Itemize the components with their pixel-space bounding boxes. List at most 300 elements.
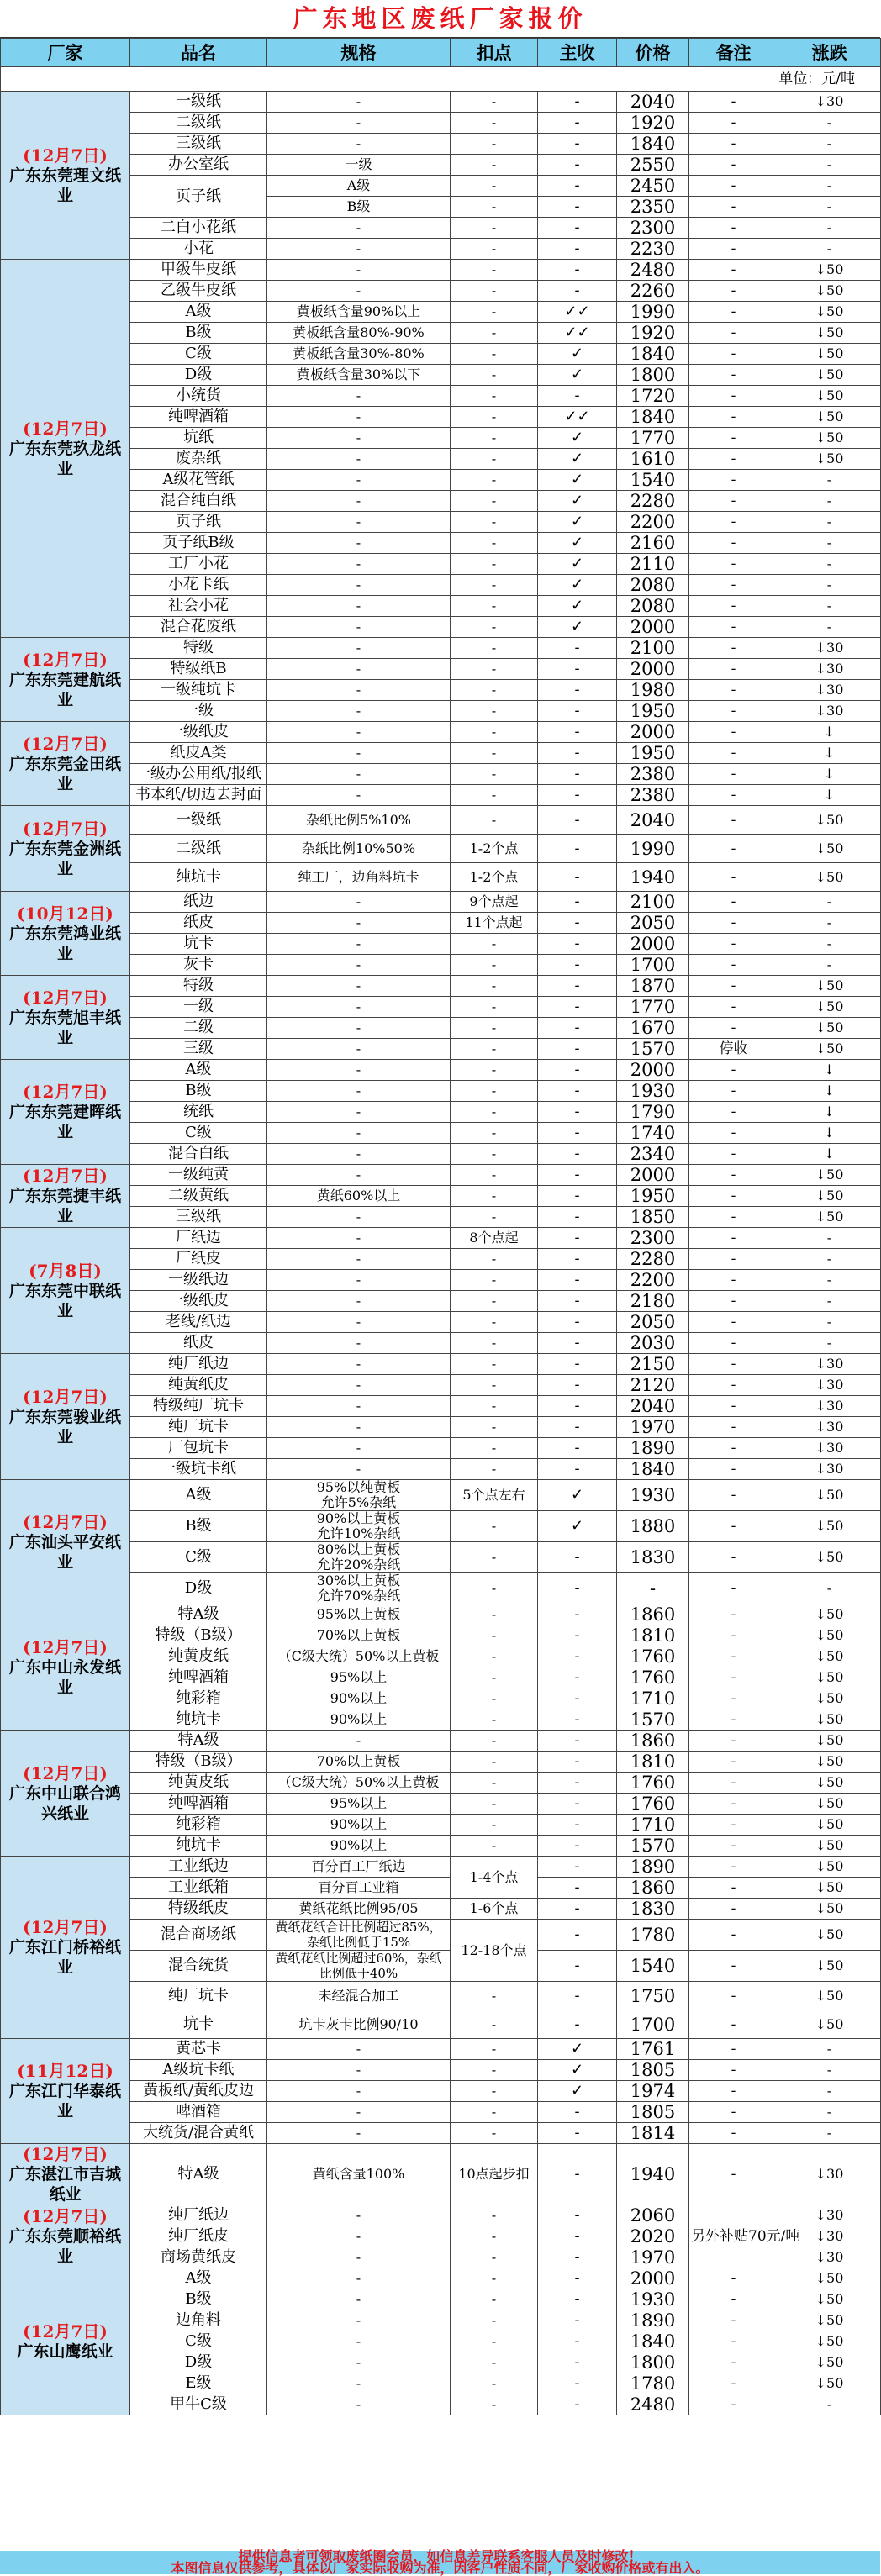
price-cell: 1610 [617,449,689,470]
change-cell: - [778,554,881,575]
spec-cell: 坑卡灰卡比例90/10 [267,2010,451,2039]
remark-cell: - [689,155,778,176]
remark-cell: - [689,1604,778,1625]
price-cell: 1930 [617,1081,689,1102]
table-row [1,134,881,155]
table-row [1,785,881,806]
product-name: 坑卡 [130,934,267,955]
main-check-cell: - [538,1951,617,1982]
main-check-cell: - [538,955,617,976]
spec-cell: - [267,2331,451,2352]
main-check-cell: - [538,1018,617,1039]
deduction-cell: - [451,1354,538,1375]
change-cell: ↓30 [778,1354,881,1375]
deduction-cell: - [451,1752,538,1773]
spec-cell: - [267,2205,451,2226]
deduction-cell: - [451,533,538,554]
product-name: 混合商场纸 [130,1920,267,1951]
table-row [1,701,881,722]
change-cell: ↓50 [778,1794,881,1815]
price-cell: 1940 [617,2144,689,2205]
deduction-cell: 10点起步扣 [451,2144,538,2205]
price-cell: 1830 [617,1542,689,1573]
remark-cell: - [689,239,778,260]
deduction-cell: - [451,155,538,176]
product-name: B级 [130,1511,267,1542]
remark-cell: - [689,892,778,913]
main-check-cell: - [538,1542,617,1573]
spec-cell: - [267,1396,451,1417]
remark-cell: - [689,1951,778,1982]
table-row [1,976,881,997]
factory-name: 广东东莞理文纸业 [8,166,121,205]
price-cell: 1810 [617,1625,689,1646]
main-check-cell: - [538,2123,617,2144]
remark-cell: - [689,863,778,892]
product-name: B级 [130,1081,267,1102]
price-cell: 2480 [617,260,689,281]
main-check-cell: - [538,1857,617,1878]
table-row [1,2144,881,2205]
main-check-cell: ✓ [538,512,617,533]
main-check-cell: - [538,260,617,281]
main-check-cell: - [538,1688,617,1709]
deduction-cell: - [451,2039,538,2060]
main-check-cell: - [538,1667,617,1688]
price-cell: 2000 [617,1060,689,1081]
remark-cell: - [689,1081,778,1102]
product-name: 一级办公用纸/报纸 [130,764,267,785]
deduction-cell: - [451,344,538,365]
change-cell: ↓50 [778,323,881,344]
factory-name: 广东东莞鸿业纸业 [8,924,121,963]
deduction-cell: - [451,1018,538,1039]
spec-cell: - [267,785,451,806]
change-cell: ↓50 [778,2010,881,2039]
table-row [1,2310,881,2331]
deduction-cell: - [451,218,538,239]
spec-cell: 黄板纸含量90%以上 [267,302,451,323]
main-check-cell: - [538,701,617,722]
deduction-cell: - [451,1375,538,1396]
remark-cell: - [689,1511,778,1542]
price-cell: 2000 [617,2268,689,2289]
table-row [1,1573,881,1604]
product-name: 二级纸 [130,113,267,134]
product-name: 小花 [130,239,267,260]
main-check-cell: - [538,1039,617,1060]
table-row [1,1794,881,1815]
header-remark: 备注 [689,39,778,67]
spec-cell: 80%以上黄板 允许20%杂纸 [267,1542,451,1573]
spec-cell: - [267,764,451,785]
factory-name: 广东东莞金洲纸业 [8,839,121,878]
deduction-cell: - [451,1102,538,1123]
table-row [1,2268,881,2289]
price-cell: 1760 [617,1773,689,1794]
main-check-cell: - [538,2331,617,2352]
remark-cell: - [689,1186,778,1207]
change-cell: ↓ [778,722,881,743]
remark-cell: - [689,512,778,533]
deduction-cell: 1-2个点 [451,835,538,863]
spec-cell: - [267,92,451,113]
price-cell: 1970 [617,2247,689,2268]
remark-cell: - [689,835,778,863]
remark-cell: - [689,1625,778,1646]
product-name: 三级 [130,1039,267,1060]
main-check-cell: - [538,2144,617,2205]
spec-cell: - [267,659,451,680]
spec-cell: - [267,281,451,302]
product-name: 纯黄纸皮 [130,1375,267,1396]
remark-cell: - [689,554,778,575]
deduction-cell: - [451,407,538,428]
table-row [1,1417,881,1438]
change-cell: ↓50 [778,344,881,365]
change-cell: ↓50 [778,1982,881,2010]
deduction-cell: - [451,386,538,407]
table-row [1,2394,881,2415]
product-name: A级 [130,1060,267,1081]
spec-cell: - [267,1039,451,1060]
factory-name: 广东东莞建航纸业 [8,670,121,709]
remark-cell: - [689,764,778,785]
remark-cell: - [689,2039,778,2060]
change-cell: ↓50 [778,2268,881,2289]
product-name: 混合统货 [130,1951,267,1982]
factory-name: 广东中山永发纸业 [8,1657,121,1697]
change-cell: ↓50 [778,1646,881,1667]
price-cell: 1840 [617,407,689,428]
price-cell: 2550 [617,155,689,176]
price-cell: 2080 [617,575,689,596]
table-row [1,554,881,575]
deduction-cell: - [451,365,538,386]
change-cell: ↓50 [778,1207,881,1228]
remark-cell: - [689,976,778,997]
price-cell: 2280 [617,1249,689,1270]
product-name: 甲牛C级 [130,2394,267,2415]
price-cell: 2040 [617,806,689,835]
change-cell: ↓30 [778,2144,881,2205]
table-row [1,1920,881,1951]
factory-date: (12月7日) [23,1917,108,1937]
price-cell: 1974 [617,2081,689,2102]
main-check-cell: - [538,1899,617,1920]
table-row [1,155,881,176]
product-name: 特级 [130,976,267,997]
deduction-cell: - [451,2081,538,2102]
deduction-cell: 5个点左右 [451,1480,538,1511]
price-cell: 1890 [617,2310,689,2331]
header-spec: 规格 [267,39,451,67]
remark-cell: - [689,1857,778,1878]
price-cell: 1670 [617,1018,689,1039]
price-cell: 2280 [617,491,689,512]
spec-cell: - [267,934,451,955]
table-row [1,2352,881,2373]
deduction-cell: - [451,1438,538,1459]
product-name: 纯黄皮纸 [130,1773,267,1794]
table-row [1,407,881,428]
product-name: 乙级牛皮纸 [130,281,267,302]
spec-cell: 百分百工业箱 [267,1878,451,1899]
change-cell: ↓50 [778,281,881,302]
factory-cell [1,1354,130,1480]
product-name: 工厂小花 [130,554,267,575]
spec-cell: - [267,407,451,428]
price-cell: 2120 [617,1375,689,1396]
remark-cell: - [689,1752,778,1773]
table-row [1,835,881,863]
remark-cell: - [689,934,778,955]
factory-date: (12月7日) [23,733,108,754]
main-check-cell: - [538,239,617,260]
remark-cell: - [689,1291,778,1312]
remark-cell: - [689,680,778,701]
change-cell: ↓30 [778,92,881,113]
remark-cell: - [689,1144,778,1165]
factory-name: 广东东莞旭丰纸业 [8,1008,121,1047]
remark-cell: - [689,1920,778,1951]
change-cell: ↓30 [778,1438,881,1459]
main-check-cell: - [538,1773,617,1794]
remark-cell: - [689,218,778,239]
deduction-cell: - [451,1459,538,1480]
remark-cell: - [689,2010,778,2039]
product-name: 商场黄纸皮 [130,2247,267,2268]
product-name: 页子纸B级 [130,533,267,554]
change-cell: - [778,134,881,155]
deduction-cell: - [451,1604,538,1625]
deduction-cell: - [451,764,538,785]
factory-date: (12月7日) [23,1511,108,1532]
remark-cell: - [689,2268,778,2289]
main-check-cell: - [538,1333,617,1354]
table-row [1,1625,881,1646]
change-cell: ↓30 [778,1459,881,1480]
deduction-cell: - [451,2102,538,2123]
factory-date: (12月7日) [23,418,108,439]
deduction-cell: - [451,1165,538,1186]
product-name: 废杂纸 [130,449,267,470]
factory-date: (12月7日) [23,2206,108,2226]
deduction-cell: 9个点起 [451,892,538,913]
spec-cell: - [267,722,451,743]
remark-cell: - [689,1018,778,1039]
page-title: 广东地区废纸厂家报价 [0,0,880,38]
table-row [1,913,881,934]
remark-cell: - [689,2331,778,2352]
price-cell: 1760 [617,1794,689,1815]
deduction-cell: - [451,1312,538,1333]
spec-cell: - [267,2268,451,2289]
product-name: 工业纸箱 [130,1878,267,1899]
table-row [1,997,881,1018]
product-name: 纸皮 [130,913,267,934]
remark-cell: - [689,1878,778,1899]
spec-cell: 黄纸花纸合计比例超过85%，杂纸比例低于15% [267,1920,451,1951]
product-name: 特级 [130,638,267,659]
header-product: 品名 [130,39,267,67]
table-row [1,491,881,512]
factory-cell [1,1731,130,1857]
deduction-cell: - [451,1815,538,1836]
deduction-cell: - [451,134,538,155]
main-check-cell: - [538,2289,617,2310]
price-cell: 1870 [617,976,689,997]
price-cell: 1970 [617,1417,689,1438]
remark-cell: - [689,1438,778,1459]
price-cell: 1950 [617,743,689,764]
deduction-cell: - [451,1511,538,1542]
spec-cell: 纯工厂，边角料坑卡 [267,863,451,892]
price-cell: 2000 [617,934,689,955]
product-name: 纯厂纸皮 [130,2226,267,2247]
price-cell: 2480 [617,2394,689,2415]
factory-date: (12月7日) [23,2321,108,2342]
price-cell: 1800 [617,365,689,386]
product-name: 二白小花纸 [130,218,267,239]
product-name: 特级（B级） [130,1752,267,1773]
change-cell: ↓50 [778,1731,881,1752]
table-row [1,1709,881,1731]
factory-name: 广东东莞骏业纸业 [8,1407,121,1446]
spec-cell: - [267,1081,451,1102]
remark-cell: - [689,113,778,134]
price-cell: 2100 [617,638,689,659]
factory-cell [1,2268,130,2415]
remark-cell: - [689,2144,778,2205]
product-name: D级 [130,2352,267,2373]
change-cell: - [778,176,881,197]
table-row [1,1815,881,1836]
change-cell: ↓ [778,785,881,806]
change-cell: ↓50 [778,2310,881,2331]
product-name: 厂纸皮 [130,1249,267,1270]
spec-cell: 70%以上黄板 [267,1752,451,1773]
remark-cell: - [689,1815,778,1836]
product-name: 灰卡 [130,955,267,976]
remark-cell: - [689,1228,778,1249]
spec-cell: - [267,554,451,575]
remark-cell: - [689,722,778,743]
remark-cell: - [689,1709,778,1731]
main-check-cell: - [538,2352,617,2373]
product-name: 一级纯黄 [130,1165,267,1186]
table-row [1,2060,881,2081]
deduction-cell: - [451,1625,538,1646]
table-row [1,1018,881,1039]
spec-cell: （C级大统）50%以上黄板 [267,1773,451,1794]
table-row [1,1982,881,2010]
change-cell: ↓50 [778,1018,881,1039]
price-cell: 1940 [617,863,689,892]
table-row [1,1228,881,1249]
factory-date: (12月7日) [23,1386,108,1407]
deduction-cell: - [451,1291,538,1312]
table-row [1,260,881,281]
main-check-cell: - [538,1920,617,1951]
table-row [1,680,881,701]
product-name: 纯厂纸边 [130,2205,267,2226]
main-check-cell: - [538,892,617,913]
change-cell: ↓50 [778,1667,881,1688]
main-check-cell: - [538,1709,617,1731]
change-cell: ↓ [778,1102,881,1123]
spec-cell: - [267,976,451,997]
price-cell: 1770 [617,997,689,1018]
main-check-cell: - [538,1573,617,1604]
remark-cell: - [689,596,778,617]
product-name: 一级纸 [130,92,267,113]
table-row [1,575,881,596]
table-row [1,596,881,617]
main-check-cell: - [538,2205,617,2226]
change-cell: ↓50 [778,1836,881,1857]
table-row [1,2102,881,2123]
price-cell: 1740 [617,1123,689,1144]
table-row [1,1604,881,1625]
spec-cell: 90%以上 [267,1836,451,1857]
header-row [1,39,881,67]
main-check-cell: ✓ [538,2060,617,2081]
price-cell: 1930 [617,1480,689,1511]
change-cell: - [778,197,881,218]
price-cell: 1840 [617,1459,689,1480]
factory-date: (12月7日) [23,818,108,839]
remark-cell: - [689,2289,778,2310]
deduction-cell: - [451,2123,538,2144]
table-row [1,113,881,134]
deduction-cell: 1-4个点 [451,1857,538,1899]
remark-cell: - [689,344,778,365]
change-cell: ↓50 [778,449,881,470]
table-row [1,1951,881,1982]
remark-cell: - [689,323,778,344]
price-cell: 1570 [617,1709,689,1731]
factory-name: 广东东莞建晖纸业 [8,1103,121,1141]
spec-cell: - [267,1417,451,1438]
main-check-cell: - [538,835,617,863]
spec-cell: - [267,239,451,260]
deduction-cell: - [451,302,538,323]
deduction-cell: - [451,260,538,281]
product-name: 厂包坑卡 [130,1438,267,1459]
table-row [1,281,881,302]
deduction-cell: - [451,934,538,955]
main-check-cell: - [538,2226,617,2247]
deduction-cell: - [451,617,538,638]
table-row [1,1207,881,1228]
price-cell: 2260 [617,281,689,302]
table-row [1,2289,881,2310]
change-cell: ↓50 [778,2331,881,2352]
table-row [1,659,881,680]
product-name: 社会小花 [130,596,267,617]
spec-cell: 95%以上黄板 [267,1604,451,1625]
product-name: 纯厂坑卡 [130,1417,267,1438]
main-check-cell: - [538,1354,617,1375]
spec-cell: - [267,638,451,659]
main-check-cell: - [538,197,617,218]
remark-cell: - [689,302,778,323]
deduction-cell: - [451,2352,538,2373]
spec-cell: - [267,1731,451,1752]
remark-cell: - [689,1731,778,1752]
spec-cell: - [267,1438,451,1459]
